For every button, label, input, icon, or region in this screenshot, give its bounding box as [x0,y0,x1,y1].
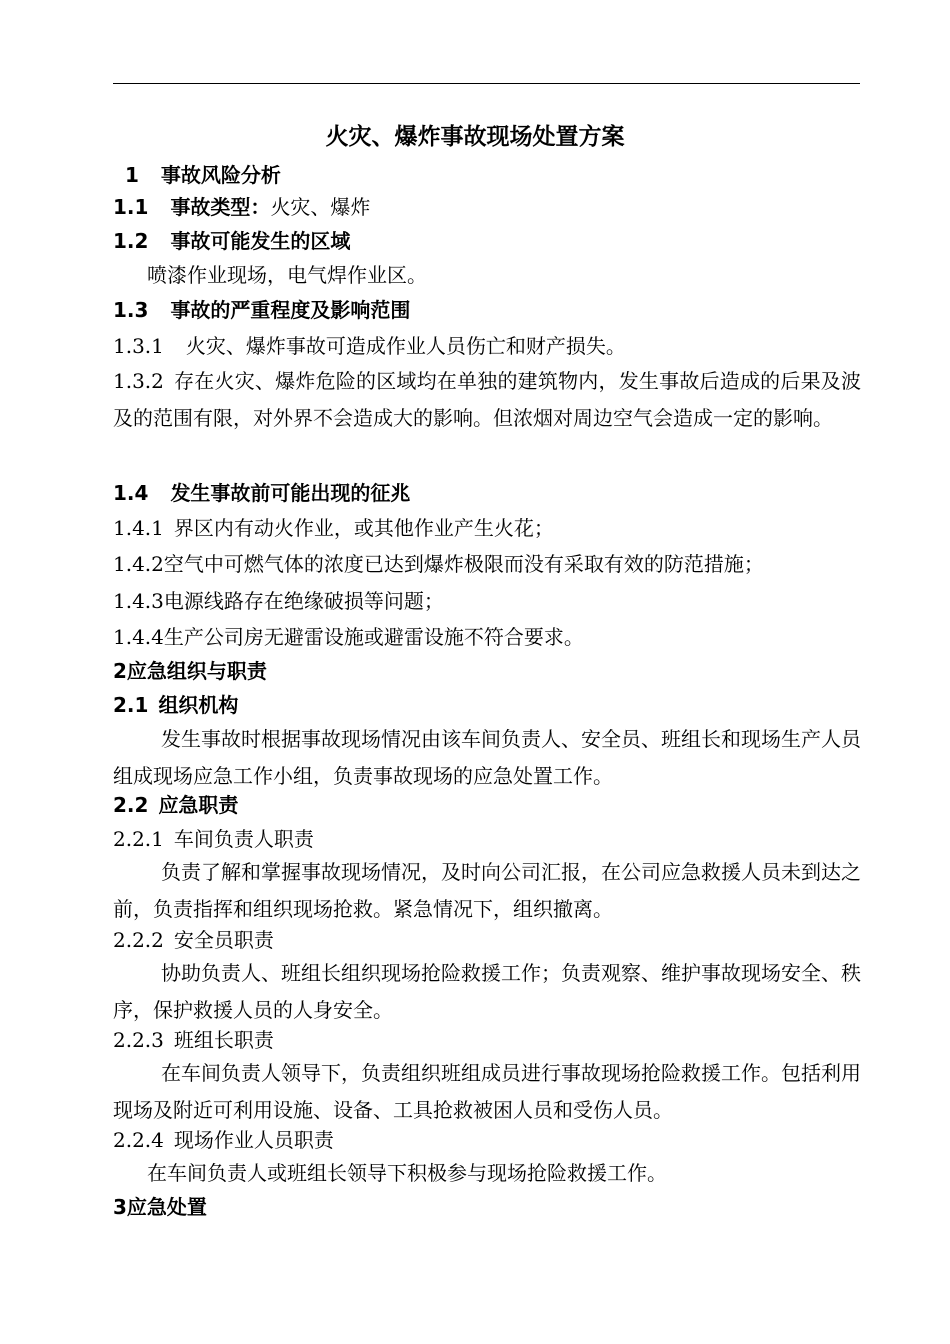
item-number: 1.4.4 [113,625,164,649]
section-1-heading [125,158,873,192]
item-1-3-2 [113,363,861,437]
item-2-2-1-body: 负责了解和掌握事故现场情况，及时向公司汇报，在公司应急救援人员未到达之前，负责指挥和组织现场抢救。紧急情况下，组织撤离。 [113,860,861,921]
item-text: 电源线路存在绝缘破损等问题； [163,589,444,613]
section-number: 1.2 [113,229,149,253]
accident-type-value: 火灾、爆炸 [270,195,371,219]
section-title: 事故可能发生的区域 [170,229,351,253]
item-number: 2.2.4 [113,1128,164,1152]
section-1-2-heading [113,224,861,258]
item-number: 1.3.1 [113,334,164,358]
section-title: 组织机构 [158,693,239,717]
section-2-heading [113,654,861,688]
section-title: 应急职责 [158,793,239,817]
section-1-3-heading [113,293,861,327]
section-title: 应急处置 [126,1195,207,1219]
section-number: 1 [125,163,139,187]
item-number: 1.4.1 [113,516,164,540]
page-title: 火灾、爆炸事故现场处置方案 [325,124,625,150]
section-title: 事故的严重程度及影响范围 [170,298,411,322]
item-text: 存在火灾、爆炸危险的区域均在单独的建筑物内，发生事故后造成的后果及波及的范围有限，对外界不会造成大的影响。但浓烟对周边空气会造成一定的影响。 [113,369,861,430]
section-2-1-heading [113,688,861,722]
item-1-4-2 [113,547,861,581]
section-number: 2.2 [113,793,149,817]
item-number: 2.2.3 [113,1028,164,1052]
section-title: 事故类型： [170,195,271,219]
section-number: 3 [113,1195,127,1219]
section-number: 2.1 [113,693,149,717]
item-number: 2.2.1 [113,827,164,851]
item-1-4-4 [113,620,861,654]
section-number: 2 [113,659,127,683]
header-rule [113,83,860,84]
section-2-2-heading [113,788,861,822]
item-title: 安全员职责 [173,928,274,952]
item-2-2-1-heading [113,822,861,856]
item-number: 1.4.3 [113,589,164,613]
section-1-1-heading [113,190,861,224]
item-title: 现场作业人员职责 [173,1128,334,1152]
section-1-4-heading [113,476,861,510]
section-number: 1.4 [113,481,149,505]
section-2-1-body: 发生事故时根据事故现场情况由该车间负责人、安全员、班组长和现场生产人员组成现场应急工作小组，负责事故现场的应急处置工作。 [113,727,861,788]
item-text: 火灾、爆炸事故可造成作业人员伤亡和财产损失。 [185,334,626,358]
item-text: 生产公司房无避雷设施或避雷设施不符合要求。 [163,625,584,649]
item-1-4-1 [113,511,861,545]
section-number: 1.3 [113,298,149,322]
item-2-2-3-heading [113,1023,861,1057]
item-number: 2.2.2 [113,928,164,952]
section-3-heading [113,1190,861,1224]
item-title: 车间负责人职责 [173,827,314,851]
item-title: 班组长职责 [173,1028,274,1052]
item-2-2-3-body: 在车间负责人领导下，负责组织班组成员进行事故现场抢险救援工作。包括利用现场及附近可利用设施、设备、工具抢救被困人员和受伤人员。 [113,1061,861,1122]
item-text: 空气中可燃气体的浓度已达到爆炸极限而没有采取有效的防范措施； [163,552,764,576]
item-1-4-3 [113,584,861,618]
section-title: 发生事故前可能出现的征兆 [170,481,411,505]
section-title: 应急组织与职责 [126,659,267,683]
item-number: 1.3.2 [113,369,164,393]
item-number: 1.4.2 [113,552,164,576]
section-title: 事故风险分析 [160,163,281,187]
section-number: 1.1 [113,195,149,219]
item-1-3-1 [113,329,861,363]
section-1-2-body: 喷漆作业现场，电气焊作业区。 [147,263,427,287]
item-2-2-4-body: 在车间负责人或班组长领导下积极参与现场抢险救援工作。 [147,1161,667,1185]
item-2-2-2-body: 协助负责人、班组长组织现场抢险救援工作；负责观察、维护事故现场安全、秩序，保护救援人员的人身安全。 [113,961,861,1022]
item-text: 界区内有动火作业，或其他作业产生火花； [173,516,554,540]
item-2-2-4-heading [113,1123,861,1157]
item-2-2-2-heading [113,923,861,957]
